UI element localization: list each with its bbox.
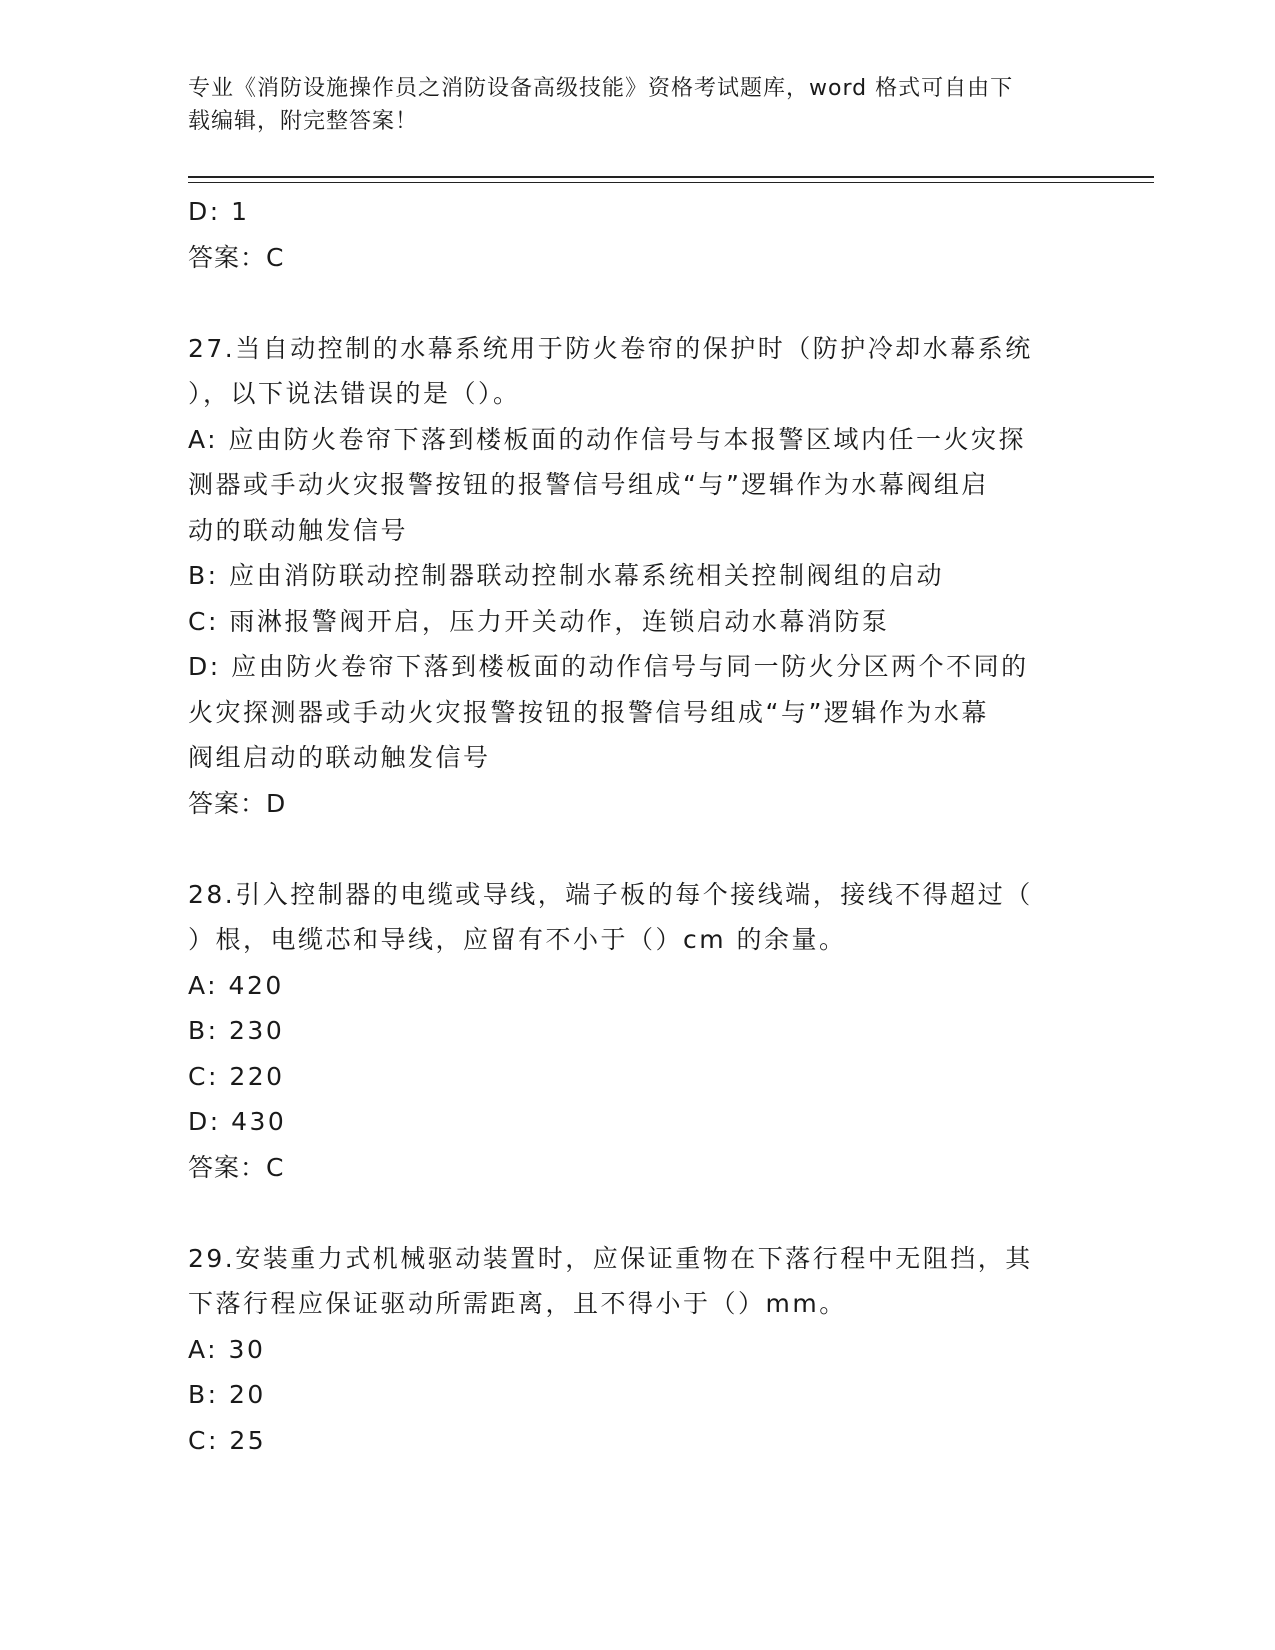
option-c: C: 25 — [188, 1425, 267, 1455]
option-c: C: 雨淋报警阀开启，压力开关动作，连锁启动水幕消防泵 — [188, 606, 890, 636]
header-divider-thick — [188, 176, 1154, 178]
prev-option-d: D: 1 — [188, 197, 250, 226]
option-a: A: 420 — [188, 970, 284, 1000]
header-line-1: 专业《消防设施操作员之消防设备高级技能》资格考试题库，word 格式可自由下 — [188, 76, 1014, 101]
spacer — [188, 826, 1088, 872]
option-a-cont: 动的联动触发信号 — [188, 515, 409, 545]
question-stem: ），以下说法错误的是（）。 — [188, 379, 521, 408]
option-d-cont: 火灾探测器或手动火灾报警按钮的报警信号组成“与”逻辑作为水幕 — [188, 697, 989, 727]
answer: 答案：D — [188, 788, 287, 818]
question-stem: 29.安装重力式机械驱动装置时，应保证重物在下落行程中无阻挡，其 — [188, 1243, 1033, 1273]
option-d-cont: 阀组启动的联动触发信号 — [188, 743, 491, 772]
question-list — [188, 189, 1088, 1463]
answer: 答案：C — [188, 1152, 285, 1182]
question-stem: 下落行程应保证驱动所需距离，且不得小于（）mm。 — [188, 1289, 847, 1318]
option-a: A: 应由防火卷帘下落到楼板面的动作信号与本报警区域内任一火灾探 — [188, 424, 1027, 454]
option-d: D: 430 — [188, 1107, 287, 1136]
spacer — [188, 280, 1088, 326]
option-a: A: 30 — [188, 1334, 266, 1364]
spacer — [188, 1190, 1088, 1236]
header-line-2: 载编辑，附完整答案！ — [188, 109, 419, 134]
option-b: B: 230 — [188, 1016, 285, 1045]
option-d: D: 应由防火卷帘下落到楼板面的动作信号与同一防火分区两个不同的 — [188, 652, 1029, 681]
question-28 — [188, 872, 1088, 1191]
question-stem: 27.当自动控制的水幕系统用于防火卷帘的保护时（防护冷却水幕系统 — [188, 333, 1033, 363]
question-27 — [188, 326, 1088, 827]
option-b: B: 20 — [188, 1380, 266, 1409]
question-29 — [188, 1236, 1088, 1464]
document-header — [188, 72, 1068, 138]
prev-answer: 答案：C — [188, 242, 285, 272]
option-a-cont: 测器或手动火灾报警按钮的报警信号组成“与”逻辑作为水幕阀组启 — [188, 470, 989, 499]
option-b: B: 应由消防联动控制器联动控制水幕系统相关控制阀组的启动 — [188, 561, 945, 590]
question-stem: ）根，电缆芯和导线，应留有不小于（）cm 的余量。 — [188, 925, 847, 954]
option-c: C: 220 — [188, 1061, 285, 1091]
header-divider-thin — [188, 182, 1154, 183]
question-stem: 28.引入控制器的电缆或导线，端子板的每个接线端，接线不得超过（ — [188, 879, 1033, 909]
